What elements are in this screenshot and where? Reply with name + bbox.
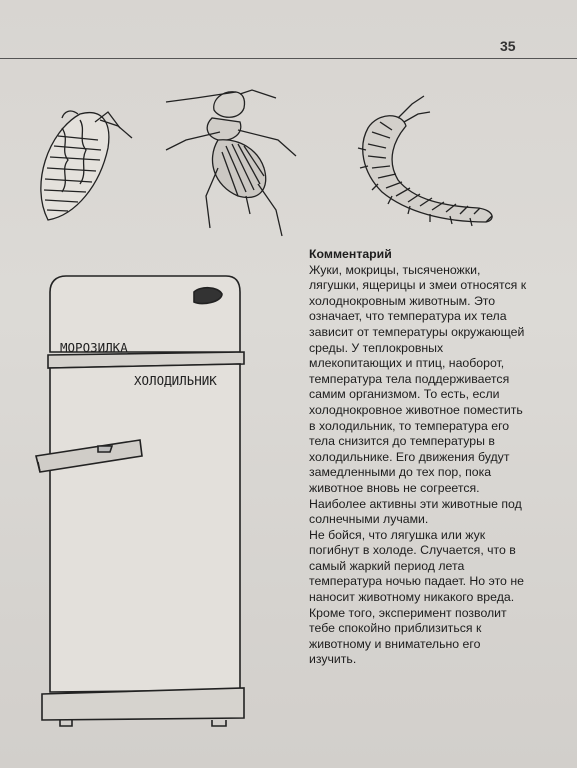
freezer-label: МОРОЗИЛКА (60, 340, 128, 355)
comment-section (309, 247, 529, 668)
page-number: 35 (500, 38, 516, 54)
fridge-label: ХОЛОДИЛЬНИК (134, 373, 217, 388)
comment-paragraph: Не бойся, что лягушка или жук погибнут в холоде. Случается, что в самый жаркий период лета температура ночью падает. Но это не наносит животному никакого вреда. Кроме того, эксперимент позволит тебе спокойно приблизиться к животному и внимательно его изучить. (309, 527, 524, 667)
comment-paragraph: Жуки, мокрицы, тысяченожки, лягушки, ящерицы и змеи относятся к холоднокровным животным. Это означает, что температура их тела зависит от температуры окружающей среды. У теплокровных млекопитающих и птиц, наоборот, температура тела поддерживается самим организмом. То есть, если холоднокровное животное поместить в холодильник, то температура его тела снизится до температуры в холодильнике. Его движения будут замедленными до тех пор, пока животное вновь не согреется. Наиболее активны эти животные под солнечными лучами. (309, 262, 527, 527)
millipede-drawing (358, 96, 492, 226)
woodlouse-drawing (41, 111, 132, 220)
beetle-drawing (166, 90, 296, 236)
comment-title: Комментарий (309, 247, 392, 261)
